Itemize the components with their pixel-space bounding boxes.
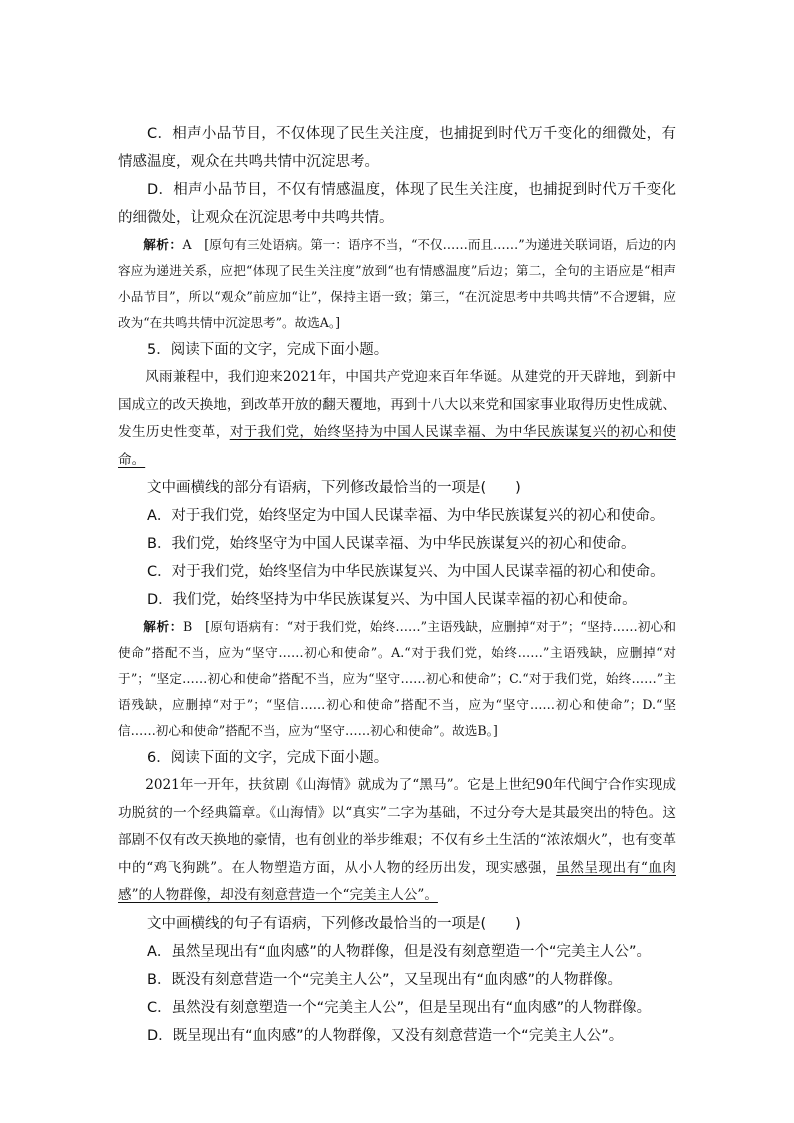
q5-passage-text: 风雨兼程中，我们迎来2021年，中国共产党迎来百年华诞。从建党的开天辟地，到新中国成立的改天换地，到改革开放的翻天覆地，再到十八大以来党和国家事业取得历史性成就、发生历史性变革， [118,369,676,440]
q6-option-b: B．既没有刻意营造一个“完美主人公”，又呈现出有“血肉感”的人物群像。 [147,971,622,988]
q5-question: 文中画横线的部分有语病，下列修改最恰当的一项是( ) [147,480,521,496]
q5-option-d: D．我们党，始终坚持为中华民族谋复兴、为中国人民谋幸福的初心和使命。 [147,592,637,608]
answer-label: 解析： [143,619,183,634]
answer-label: 解析： [143,237,183,252]
q6-stem: 6．阅读下面的文字，完成下面小题。 [147,750,389,766]
q5-option-a: A．对于我们党，始终坚定为中国人民谋幸福、为中华民族谋复兴的初心和使命。 [147,508,665,524]
q6-underlined-sentence: 虽然呈现出有“血肉感”的人物群像，却没有刻意营造一个“完美主人公”。 [118,859,676,903]
q6-question: 文中画横线的句子有语病，下列修改最恰当的一项是( ) [147,915,521,932]
q5-option-b: B．我们党，始终坚守为中国人民谋幸福、为中华民族谋复兴的初心和使命。 [147,536,636,552]
q4-option-c: C．相声小品节目，不仅体现了民生关注度，也捕捉到时代万千变化的细微处，有情感温度，观众在共鸣共情中沉淀思考。 [118,126,676,170]
q5-answer-text: B [原句语病有：“对于我们党，始终……”主语残缺，应删掉“对于”；“坚持……初心和使命”搭配不当，应为“坚守……初心和使命”。A.“对于我们党，始终……”主语残缺，应删掉“对于”；“坚定……初心和使命”搭配不当，应为“坚守……初心和使命”；C.“对于我们党，始终……”主语残缺，应删掉“对于”；“坚信……初心和使命”搭配不当，应为“坚守……初心和使命”；D.“坚信……初心和使命”搭配不当，应为“坚守……初心和使命”。故选B。] [118,619,676,738]
q5-answer [118,614,676,744]
q6-passage-text: 2021年一开年，扶贫剧《山海情》就成为了“黑马”。它是上世纪90年代闽宁合作实现成功脱贫的一个经典篇章。《山海情》以“真实”二字为基础，不过分夸大是其最突出的特色。这部剧不仅有改天换地的豪情，也有创业的举步维艰；不仅有乡土生活的“浓浓烟火”，也有变革中的“鸡飞狗跳”。在人物塑造方面，从小人物的经历出发，现实感强， [118,777,676,876]
q5-passage [118,364,676,474]
q5-underlined-sentence: 对于我们党，始终坚持为中国人民谋幸福、为中华民族谋复兴的初心和使命。 [118,424,677,468]
q4-option-d: D．相声小品节目，不仅有情感温度，体现了民生关注度，也捕捉到时代万千变化的细微处，让观众在沉淀思考中共鸣共情。 [118,182,676,226]
q6-option-d: D．既呈现出有“血肉感”的人物群像，又没有刻意营造一个“完美主人公”。 [147,1027,624,1044]
q4-answer-text: A [原句有三处语病。第一：语序不当，“不仅……而且……”为递进关联词语，后边的内容应为递进关系，应把“体现了民生关注度”放到“也有情感温度”后边；第二，全句的主语应是“相声小品节目”，所以“观众”前应加“让”，保持主语一致；第三，“在沉淀思考中共鸣共情”不合逻辑，应改为“在共鸣共情中沉淀思考”。故选A。] [118,237,677,330]
q4-answer [118,232,676,336]
q6-option-c: C．虽然没有刻意塑造一个“完美主人公”，但是呈现出有“血肉感”的人物群像。 [147,999,652,1016]
q6-option-a: A．虽然呈现出有“血肉感”的人物群像，但是没有刻意塑造一个“完美主人公”。 [147,943,651,960]
q5-option-c: C．对于我们党，始终坚信为中华民族谋复兴、为中国人民谋幸福的初心和使命。 [147,564,665,580]
q6-passage [118,772,676,910]
q5-stem: 5．阅读下面的文字，完成下面小题。 [147,342,389,358]
page-content [118,120,676,1050]
